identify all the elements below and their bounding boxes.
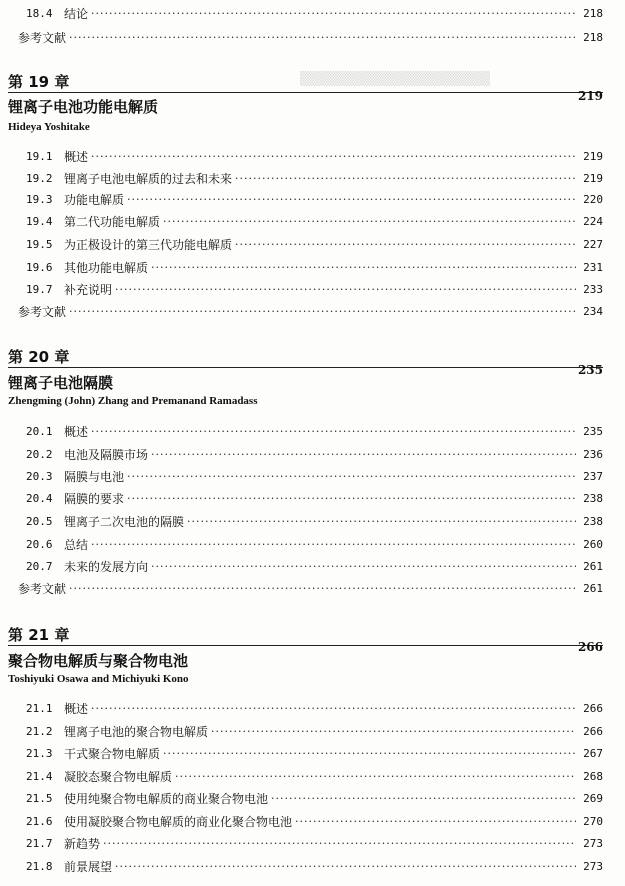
toc-entry-references[interactable] bbox=[18, 579, 603, 597]
chapter-page-number: 235 bbox=[577, 363, 603, 377]
section-title: 总结 bbox=[64, 538, 89, 552]
section-number: 21.3 bbox=[26, 747, 53, 760]
chapter-title[interactable]: 锂离子电池功能电解质 bbox=[8, 98, 159, 116]
page-number: 267 bbox=[583, 747, 603, 760]
toc-entry-18-4[interactable] bbox=[26, 4, 603, 22]
page-number: 273 bbox=[583, 837, 603, 850]
toc-entry-20-1[interactable] bbox=[26, 422, 603, 440]
section-title: 为正极设计的第三代功能电解质 bbox=[64, 238, 233, 252]
section-number: 20.4 bbox=[26, 492, 53, 505]
page-number: 237 bbox=[583, 470, 603, 483]
section-number: 19.7 bbox=[26, 283, 53, 296]
section-number: 21.7 bbox=[26, 837, 53, 850]
section-number: 19.6 bbox=[26, 261, 53, 274]
chapter-rule bbox=[8, 92, 603, 93]
chapter-authors: Toshiyuki Osawa and Michiyuki Kono bbox=[8, 673, 189, 685]
page-number: 224 bbox=[583, 215, 603, 228]
dot-leader bbox=[91, 537, 576, 553]
section-number: 20.3 bbox=[26, 470, 53, 483]
section-number: 21.4 bbox=[26, 770, 53, 783]
toc-entry-20-2[interactable] bbox=[26, 445, 603, 463]
section-title: 凝胶态聚合物电解质 bbox=[64, 770, 173, 784]
chapter-authors: Zhengming (John) Zhang and Premanand Ramadass bbox=[8, 395, 258, 407]
dot-leader bbox=[175, 769, 576, 785]
dot-leader bbox=[163, 214, 576, 230]
section-title: 功能电解质 bbox=[64, 193, 125, 207]
section-number: 21.2 bbox=[26, 725, 53, 738]
toc-entry-21-3[interactable] bbox=[26, 744, 603, 762]
chapter-label: 第 20 章 bbox=[8, 348, 70, 366]
section-number: 21.6 bbox=[26, 815, 53, 828]
dot-leader bbox=[151, 559, 576, 575]
page-number: 266 bbox=[583, 702, 603, 715]
chapter-title[interactable]: 聚合物电解质与聚合物电池 bbox=[8, 652, 189, 670]
page-number: 218 bbox=[583, 7, 603, 20]
toc-entry-20-7[interactable] bbox=[26, 557, 603, 575]
dot-leader bbox=[295, 814, 576, 830]
page-number: 236 bbox=[583, 448, 603, 461]
page-number: 261 bbox=[583, 582, 603, 595]
dot-leader bbox=[115, 282, 576, 298]
toc-entry-20-3[interactable] bbox=[26, 467, 603, 485]
dot-leader bbox=[69, 581, 576, 597]
toc-entry-21-8[interactable] bbox=[26, 857, 603, 875]
page-number: 231 bbox=[583, 261, 603, 274]
section-title: 锂离子电池电解质的过去和未来 bbox=[64, 172, 233, 186]
section-number: 20.6 bbox=[26, 538, 53, 551]
toc-entry-21-1[interactable] bbox=[26, 699, 603, 717]
section-number: 20.5 bbox=[26, 515, 53, 528]
section-number: 20.7 bbox=[26, 560, 53, 573]
section-title: 新趋势 bbox=[64, 837, 101, 851]
page-number: 269 bbox=[583, 792, 603, 805]
toc-entry-21-4[interactable] bbox=[26, 767, 603, 785]
page-number: 233 bbox=[583, 283, 603, 296]
section-title: 隔膜的要求 bbox=[64, 492, 125, 506]
page-number: 235 bbox=[583, 425, 603, 438]
section-title: 概述 bbox=[64, 702, 89, 716]
dot-leader bbox=[103, 836, 576, 852]
bleed-through: ▒▒▒▒▒▒▒▒▒▒▒▒▒▒▒▒▒▒▒ bbox=[300, 72, 490, 87]
chapter-label: 第 19 章 bbox=[8, 73, 70, 91]
page-number: 220 bbox=[583, 193, 603, 206]
toc-entry-references[interactable] bbox=[18, 302, 603, 320]
page-number: 273 bbox=[583, 860, 603, 873]
section-title: 电池及隔膜市场 bbox=[64, 448, 149, 462]
page-number: 227 bbox=[583, 238, 603, 251]
dot-leader bbox=[211, 724, 576, 740]
dot-leader bbox=[163, 746, 576, 762]
dot-leader bbox=[91, 149, 576, 165]
page-number: 234 bbox=[583, 305, 603, 318]
toc-entry-21-7[interactable] bbox=[26, 834, 603, 852]
section-number: 19.2 bbox=[26, 172, 53, 185]
page-number: 270 bbox=[583, 815, 603, 828]
toc-entry-20-5[interactable] bbox=[26, 512, 603, 530]
page-number: 219 bbox=[583, 172, 603, 185]
section-title: 干式聚合物电解质 bbox=[64, 747, 161, 761]
section-title: 概述 bbox=[64, 150, 89, 164]
toc-entry-19-2[interactable] bbox=[26, 169, 603, 187]
toc-entry-20-4[interactable] bbox=[26, 489, 603, 507]
section-title: 概述 bbox=[64, 425, 89, 439]
toc-entry-references[interactable] bbox=[18, 28, 603, 46]
dot-leader bbox=[115, 859, 576, 875]
section-title: 锂离子二次电池的隔膜 bbox=[64, 515, 185, 529]
page-number: 238 bbox=[583, 515, 603, 528]
toc-entry-19-7[interactable] bbox=[26, 280, 603, 298]
chapter-label: 第 21 章 bbox=[8, 626, 70, 644]
section-title: 锂离子电池的聚合物电解质 bbox=[64, 725, 209, 739]
section-number: 19.5 bbox=[26, 238, 53, 251]
page-number: 238 bbox=[583, 492, 603, 505]
chapter-authors: Hideya Yoshitake bbox=[8, 121, 90, 133]
dot-leader bbox=[91, 424, 576, 440]
section-number: 21.1 bbox=[26, 702, 53, 715]
section-title: 前景展望 bbox=[64, 860, 113, 874]
section-number: 19.1 bbox=[26, 150, 53, 163]
toc-entry-21-5[interactable] bbox=[26, 789, 603, 807]
chapter-page-number: 219 bbox=[577, 89, 603, 103]
chapter-rule bbox=[8, 367, 603, 368]
section-number: 20.1 bbox=[26, 425, 53, 438]
page-number: 218 bbox=[583, 31, 603, 44]
page-number: 268 bbox=[583, 770, 603, 783]
dot-leader bbox=[127, 192, 576, 208]
dot-leader bbox=[127, 491, 576, 507]
chapter-page-number: 266 bbox=[577, 640, 603, 654]
toc-entry-20-6[interactable] bbox=[26, 535, 603, 553]
section-number: 20.2 bbox=[26, 448, 53, 461]
section-number: 21.5 bbox=[26, 792, 53, 805]
page-number: 219 bbox=[583, 150, 603, 163]
section-title: 隔膜与电池 bbox=[64, 470, 125, 484]
page-number: 260 bbox=[583, 538, 603, 551]
toc-entry-21-2[interactable] bbox=[26, 722, 603, 740]
dot-leader bbox=[91, 6, 576, 22]
chapter-title[interactable]: 锂离子电池隔膜 bbox=[8, 374, 114, 392]
section-title: 结论 bbox=[64, 7, 89, 21]
section-number: 19.3 bbox=[26, 193, 53, 206]
dot-leader bbox=[69, 30, 576, 46]
section-title: 补充说明 bbox=[64, 283, 113, 297]
section-title: 使用纯聚合物电解质的商业聚合物电池 bbox=[64, 792, 269, 806]
dot-leader bbox=[127, 469, 576, 485]
chapter-rule bbox=[8, 645, 603, 646]
section-number: 18.4 bbox=[26, 7, 53, 20]
dot-leader bbox=[187, 514, 576, 530]
section-title: 其他功能电解质 bbox=[64, 261, 149, 275]
dot-leader bbox=[91, 701, 576, 717]
section-title: 第二代功能电解质 bbox=[64, 215, 161, 229]
toc-entry-19-6[interactable] bbox=[26, 258, 603, 276]
section-title: 未来的发展方向 bbox=[64, 560, 149, 574]
section-number: 21.8 bbox=[26, 860, 53, 873]
toc-entry-19-5[interactable] bbox=[26, 235, 603, 253]
page-number: 261 bbox=[583, 560, 603, 573]
dot-leader bbox=[69, 304, 576, 320]
dot-leader bbox=[151, 260, 576, 276]
section-title: 参考文献 bbox=[18, 31, 67, 45]
dot-leader bbox=[235, 171, 576, 187]
section-title: 参考文献 bbox=[18, 582, 67, 596]
dot-leader bbox=[235, 237, 576, 253]
section-title: 使用凝胶聚合物电解质的商业化聚合物电池 bbox=[64, 815, 293, 829]
toc-entry-19-1[interactable] bbox=[26, 147, 603, 165]
page-number: 266 bbox=[583, 725, 603, 738]
dot-leader bbox=[271, 791, 576, 807]
toc-entry-19-4[interactable] bbox=[26, 212, 603, 230]
section-title: 参考文献 bbox=[18, 305, 67, 319]
toc-entry-21-6[interactable] bbox=[26, 812, 603, 830]
section-number: 19.4 bbox=[26, 215, 53, 228]
toc-entry-19-3[interactable] bbox=[26, 190, 603, 208]
dot-leader bbox=[151, 447, 576, 463]
